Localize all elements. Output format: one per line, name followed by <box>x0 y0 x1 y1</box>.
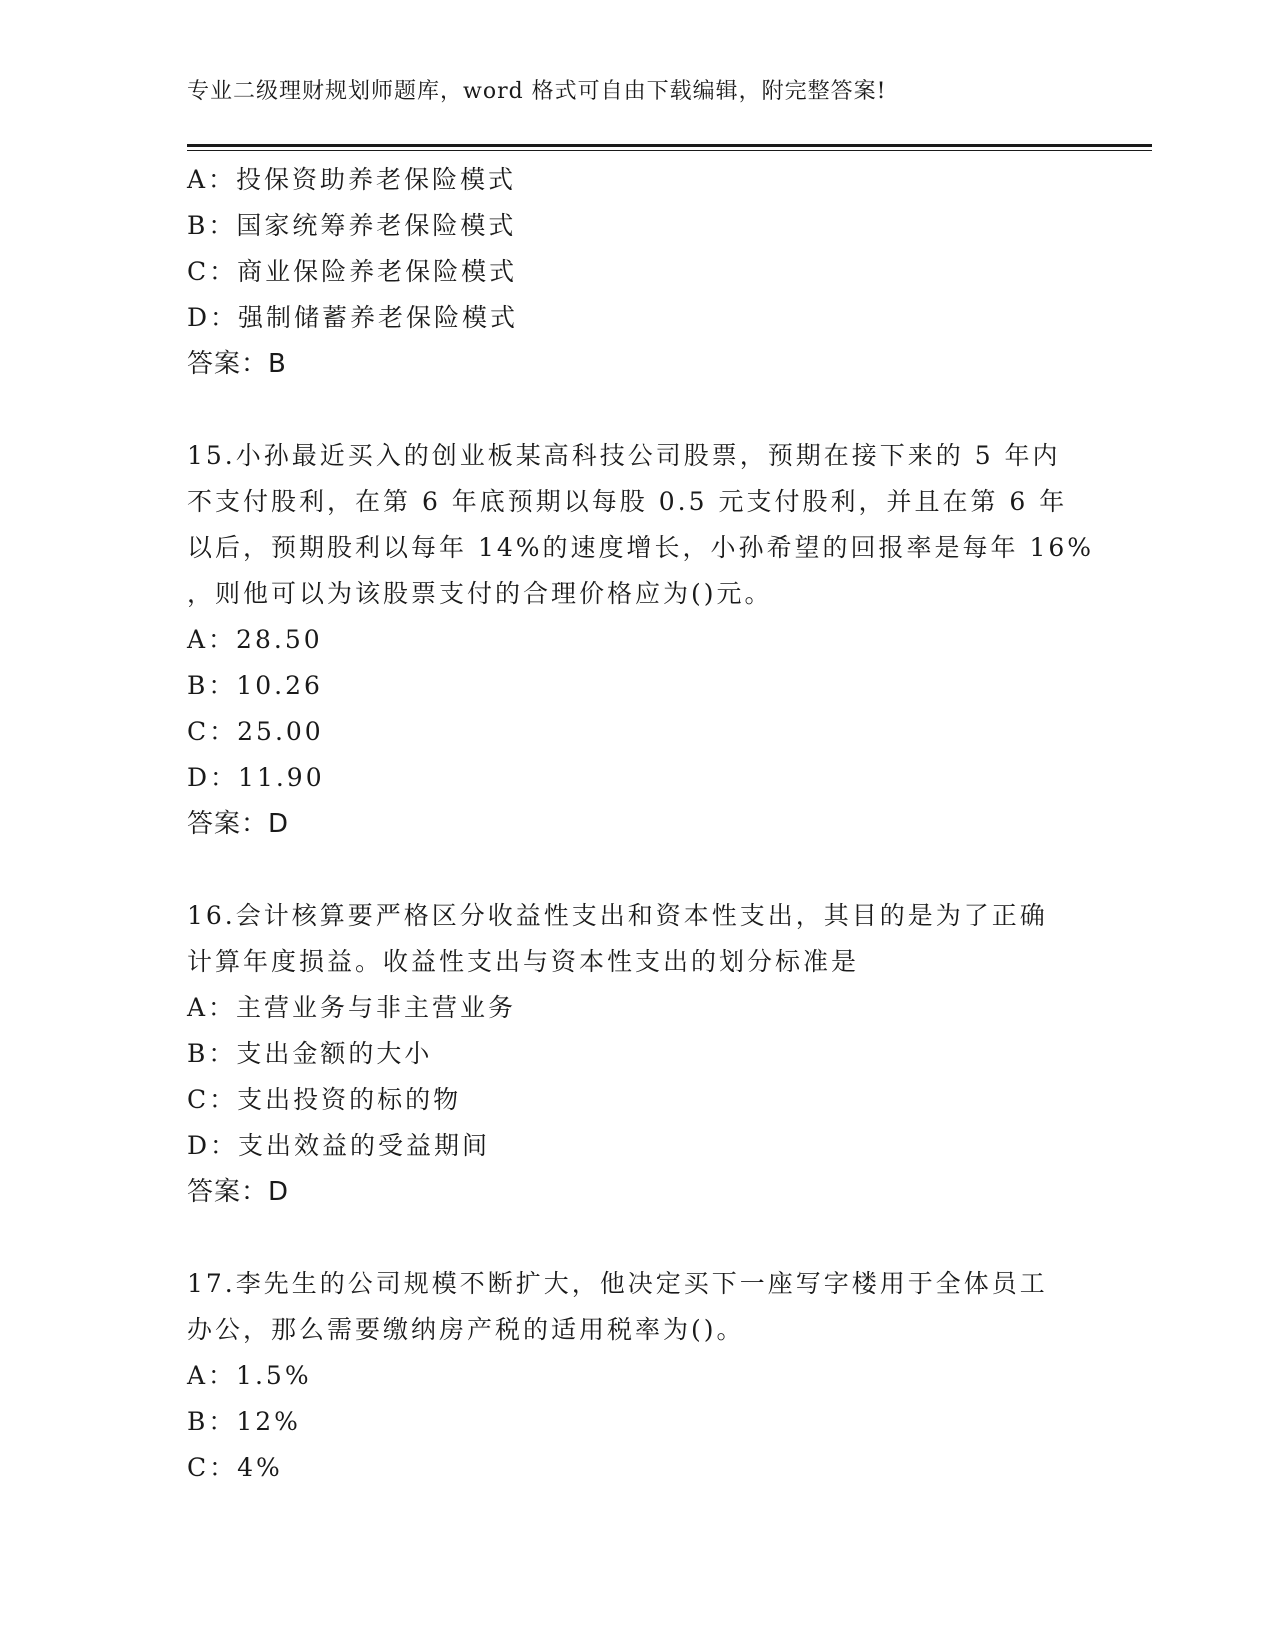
header-rule-thick <box>187 144 1152 147</box>
option-d: D：强制储蓄养老保险模式 <box>187 303 519 332</box>
option-b: B：12% <box>187 1407 301 1436</box>
option-c: C：支出投资的标的物 <box>187 1085 462 1114</box>
document-body <box>187 157 1095 1491</box>
question-line: ，则他可以为该股票支付的合理价格应为()元。 <box>187 579 773 608</box>
question-line: 16.会计核算要严格区分收益性支出和资本性支出，其目的是为了正确 <box>187 901 1048 930</box>
question-14-answer: 答案：B <box>187 349 287 379</box>
option-a: A：投保资助养老保险模式 <box>187 165 517 194</box>
question-17-stem <box>187 1261 1087 1353</box>
header-rule-thin <box>187 150 1152 151</box>
option-d: D：11.90 <box>187 763 325 792</box>
question-15-options <box>187 617 1087 801</box>
question-16-answer: 答案：D <box>187 1177 290 1207</box>
question-15-answer: 答案：D <box>187 809 290 839</box>
option-b: B：国家统筹养老保险模式 <box>187 211 517 240</box>
spacer <box>187 1215 1087 1261</box>
question-line: 计算年度损益。收益性支出与资本性支出的划分标准是 <box>187 947 860 976</box>
option-a: A：主营业务与非主营业务 <box>187 993 517 1022</box>
spacer <box>187 387 1087 433</box>
question-line: 办公，那么需要缴纳房产税的适用税率为()。 <box>187 1315 745 1344</box>
document-header-note: 专业二级理财规划师题库，word 格式可自由下载编辑，附完整答案! <box>187 79 887 104</box>
option-c: C：25.00 <box>187 717 324 746</box>
question-line: 15.小孙最近买入的创业板某高科技公司股票，预期在接下来的 5 年内 <box>187 441 1061 470</box>
question-16-stem <box>187 893 1087 985</box>
question-line: 17.李先生的公司规模不断扩大，他决定买下一座写字楼用于全体员工 <box>187 1269 1048 1298</box>
option-c: C：商业保险养老保险模式 <box>187 257 518 286</box>
option-c: C：4% <box>187 1453 283 1482</box>
option-a: A：28.50 <box>187 625 323 654</box>
spacer <box>187 847 1087 893</box>
option-d: D：支出效益的受益期间 <box>187 1131 491 1160</box>
question-15-stem <box>187 433 1095 617</box>
question-17-options <box>187 1353 1087 1491</box>
option-b: B：10.26 <box>187 671 323 700</box>
option-b: B：支出金额的大小 <box>187 1039 433 1068</box>
question-16-options <box>187 985 1087 1169</box>
question-line: 以后，预期股利以每年 14%的速度增长，小孙希望的回报率是每年 16% <box>187 533 1095 562</box>
question-line: 不支付股利，在第 6 年底预期以每股 0.5 元支付股利，并且在第 6 年 <box>187 487 1068 516</box>
question-14-options <box>187 157 1087 341</box>
option-a: A：1.5% <box>187 1361 312 1390</box>
